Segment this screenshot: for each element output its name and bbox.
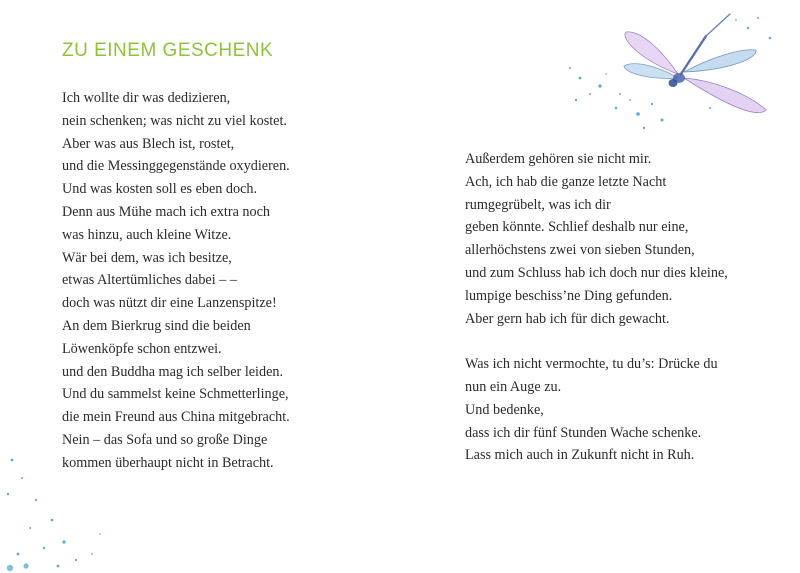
poem-line: Was ich nicht vermochte, tu du’s: Drücke du xyxy=(465,356,718,373)
poem-line: und die Messinggegenstände oxydieren. xyxy=(62,158,290,175)
poem-line: dass ich dir fünf Stunden Wache schenke. xyxy=(465,424,702,441)
poem-line: Und was kosten soll es eben doch. xyxy=(62,181,258,198)
poem-line: Ach, ich hab die ganze letzte Nacht xyxy=(465,173,667,190)
poem-line: allerhöchstens zwei von sieben Stunden, xyxy=(465,242,695,259)
poem-line: nun ein Auge zu. xyxy=(465,378,562,395)
poem-line: die mein Freund aus China mitgebracht. xyxy=(62,409,290,426)
poem-line: Ich wollte dir was dedizieren, xyxy=(62,90,231,106)
poem-line: Wär bei dem, was ich besitze, xyxy=(62,249,232,266)
poem-line: lumpige beschiss’ne Ding gefunden. xyxy=(465,287,673,304)
poem-column-right xyxy=(465,148,728,467)
poem-line: rumgegrübelt, was ich dir xyxy=(465,196,611,213)
poem-line: kommen überhaupt nicht in Betracht. xyxy=(62,454,274,471)
dragonfly-icon xyxy=(560,8,790,143)
poem-line: etwas Altertümliches dabei – – xyxy=(62,272,237,289)
poem-line: Aber was aus Blech ist, rostet, xyxy=(62,135,235,152)
poem-line: Aber gern hab ich für dich gewacht. xyxy=(465,310,670,327)
poem-line: Nein – das Sofa und so große Dinge xyxy=(62,431,268,448)
poem-line: und den Buddha mag ich selber leiden. xyxy=(62,363,284,380)
poem-line: Und bedenke, xyxy=(465,401,544,418)
poem-line: Denn aus Mühe mach ich extra noch xyxy=(62,203,271,220)
poem-line: Außerdem gehören sie nicht mir. xyxy=(465,151,652,167)
poem-line: Und du sammelst keine Schmetterlinge, xyxy=(62,386,289,403)
stanza-break xyxy=(465,330,728,353)
poem-line: nein schenken; was nicht zu viel kostet. xyxy=(62,112,287,129)
poem-line: An dem Bierkrug sind die beiden xyxy=(62,317,251,334)
poem-line: Löwenköpfe schon entzwei. xyxy=(62,340,222,357)
poem-line: Lass mich auch in Zukunft nicht in Ruh. xyxy=(465,447,695,464)
poem-title: ZU EINEM GESCHENK xyxy=(62,40,274,61)
poem-line: doch was nützt dir eine Lanzenspitze! xyxy=(62,295,277,312)
poem-line: geben könnte. Schlief deshalb nur eine, xyxy=(465,219,689,236)
poem-column-left xyxy=(62,87,290,475)
splash-dots-icon xyxy=(0,450,120,573)
poem-line: und zum Schluss hab ich doch nur dies kleine, xyxy=(465,264,728,281)
poem-line: was hinzu, auch kleine Witze. xyxy=(62,226,232,243)
